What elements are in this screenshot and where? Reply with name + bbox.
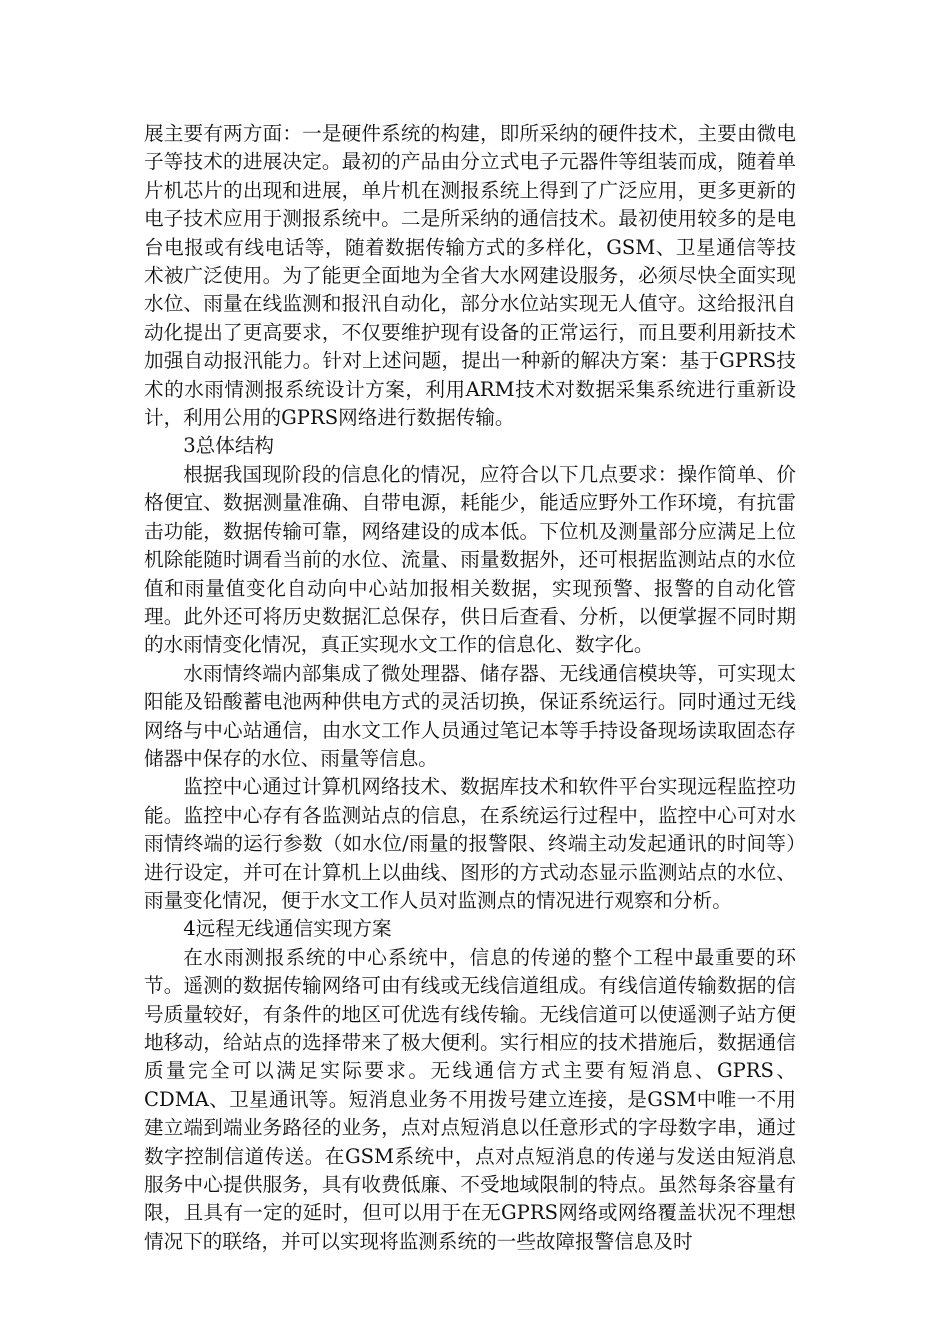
document-body — [144, 120, 796, 1256]
paragraph-terminal: 水雨情终端内部集成了微处理器、储存器、无线通信模块等，可实现太阳能及铅酸蓄电池两种供电方式的灵活切换，保证系统运行。同时通过无线网络与中心站通信，由水文工作人员通过笔记本等手持设备现场读取固态存储器中保存的水位、雨量等信息。 — [144, 661, 796, 770]
section-heading-wireless-scheme: 4远程无线通信实现方案 — [183, 917, 392, 941]
paragraph-monitoring-center: 监控中心通过计算机网络技术、数据库技术和软件平台实现远程监控功能。监控中心存有各监测站点的信息，在系统运行过程中，监控中心可对水雨情终端的运行参数（如水位/雨量的报警限、终端主动发起通讯的时间等）进行设定，并可在计算机上以曲线、图形的方式动态显示监测站点的水位、雨量变化情况，便于水文工作人员对监测点的情况进行观察和分析。 — [144, 775, 796, 912]
section-heading-overall-structure: 3总体结构 — [183, 434, 275, 458]
paragraph-wireless-communication: 在水雨测报系统的中心系统中，信息的传递的整个工程中最重要的环节。遥测的数据传输网络可由有线或无线信道组成。有线信道传输数据的信号质量较好，有条件的地区可优选有线传输。无线信道可以使遥测子站方便地移动，给站点的选择带来了极大便利。实行相应的技术措施后，数据通信质量完全可以满足实际要求。无线通信方式主要有短消息、GPRS、CDMA、卫星通讯等。短消息业务不用拨号建立连接，是GSM中唯一不用建立端到端业务路径的业务，点对点短消息以任意形式的字母数字串，通过数字控制信道传送。在GSM系统中，点对点短消息的传递与发送由短消息服务中心提供服务，具有收费低廉、不受地域限制的特点。虽然每条容量有限，且具有一定的延时，但可以用于在无GPRS网络或网络覆盖状况不理想情况下的联络，并可以实现将监测系统的一些故障报警信息及时 — [144, 945, 796, 1253]
paragraph-requirements: 根据我国现阶段的信息化的情况，应符合以下几点要求：操作简单、价格便宜、数据测量准确、自带电源，耗能少，能适应野外工作环境，有抗雷击功能，数据传输可靠，网络建设的成本低。下位机及测量部分应满足上位机除能随时调看当前的水位、流量、雨量数据外，还可根据监测站点的水位值和雨量值变化自动向中心站加报相关数据，实现预警、报警的自动化管理。此外还可将历史数据汇总保存，供日后查看、分析，以便掌握不同时期的水雨情变化情况，真正实现水文工作的信息化、数字化。 — [144, 462, 796, 657]
paragraph-intro-continued: 展主要有两方面：一是硬件系统的构建，即所采纳的硬件技术，主要由微电子等技术的进展决定。最初的产品由分立式电子元器件等组装而成，随着单片机芯片的出现和进展，单片机在测报系统上得到了广泛应用，更多更新的电子技术应用于测报系统中。二是所采纳的通信技术。最初使用较多的是电台电报或有线电话等，随着数据传输方式的多样化，GSM、卫星通信等技术被广泛使用。为了能更全面地为全省大水网建设服务，必须尽快全面实现水位、雨量在线监测和报汛自动化，部分水位站实现无人值守。这给报汛自动化提出了更高要求，不仅要维护现有设备的正常运行，而且要利用新技术加强自动报汛能力。针对上述问题，提出一种新的解决方案：基于GPRS技术的水雨情测报系统设计方案，利用ARM技术对数据采集系统进行重新设计，利用公用的GPRS网络进行数据传输。 — [144, 122, 796, 430]
